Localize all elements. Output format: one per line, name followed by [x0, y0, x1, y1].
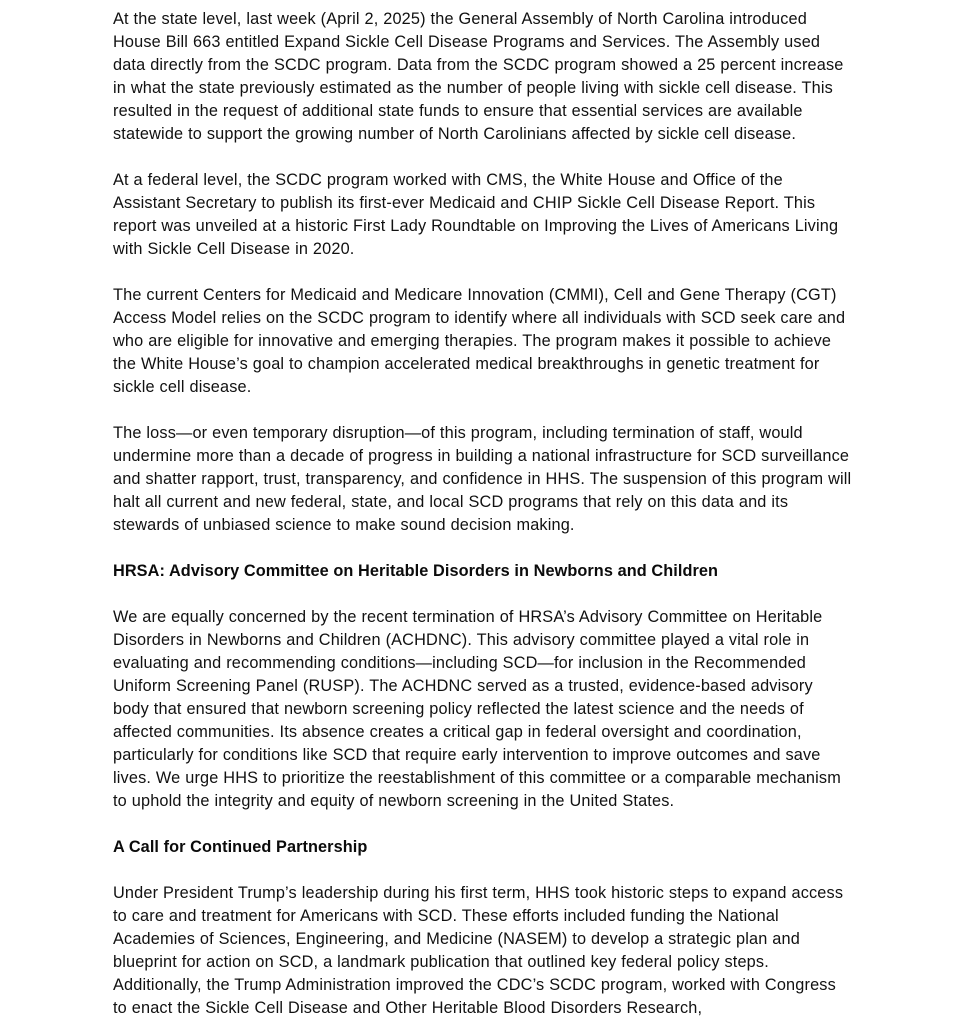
- paragraph-cmmi-cgt: The current Centers for Medicaid and Medicare Innovation (CMMI), Cell and Gene Therapy (CGT) Access Model relies on the SCDC program to identify where all individuals with SCD seek care and who are eligible for innovative and emerging therapies. The program makes it possible to achieve the White House’s goal to champion accelerated medical breakthroughs in genetic treatment for sickle cell disease.: [113, 286, 846, 396]
- paragraph-achdnc: We are equally concerned by the recent termination of HRSA’s Advisory Committee on Heritable Disorders in Newborns and Children (ACHDNC). This advisory committee played a vital role in evaluating and recommending conditions—including SCD—for inclusion in the Recommended Uniform Screening Panel (RUSP). The ACHDNC served as a trusted, evidence-based advisory body that ensured that newborn screening policy reflected the latest science and the needs of affected communities. Its absence creates a critical gap in federal oversight and coordination, particularly for conditions like SCD that require early intervention to improve outcomes and save lives. We urge HHS to prioritize the reestablishment of this committee or a comparable mechanism to uphold the integrity and equity of newborn screening in the United States.: [113, 608, 841, 810]
- paragraph-federal-level: At a federal level, the SCDC program worked with CMS, the White House and Office of the Assistant Secretary to publish its first-ever Medicaid and CHIP Sickle Cell Disease Report. This report was unveiled at a historic First Lady Roundtable on Improving the Lives of Americans Living with Sickle Cell Disease in 2020.: [113, 171, 839, 258]
- paragraph-state-level: At the state level, last week (April 2, 2025) the General Assembly of North Carolina introduced House Bill 663 entitled Expand Sickle Cell Disease Programs and Services. The Assembly used data directly from the SCDC program. Data from the SCDC program showed a 25 percent increase in what the state previously estimated as the number of people living with sickle cell disease. This resulted in the request of additional state funds to ensure that essential services are available statewide to support the growing number of North Carolinians affected by sickle cell disease.: [113, 10, 844, 143]
- paragraph-loss-disruption: The loss—or even temporary disruption—of this program, including termination of staff, would undermine more than a decade of progress in building a national infrastructure for SCD surveillance and shatter rapport, trust, transparency, and confidence in HHS. The suspension of this program will halt all current and new federal, state, and local SCD programs that rely on this data and its stewards of unbiased science to make sound decision making.: [113, 424, 852, 534]
- heading-call-for-continued-partnership: A Call for Continued Partnership: [113, 838, 368, 856]
- heading-hrsa-advisory-committee: HRSA: Advisory Committee on Heritable Disorders in Newborns and Children: [113, 562, 719, 580]
- document-body: [113, 8, 852, 1020]
- paragraph-trump-leadership: Under President Trump’s leadership during his first term, HHS took historic steps to expand access to care and treatment for Americans with SCD. These efforts included funding the National Academies of Sciences, Engineering, and Medicine (NASEM) to develop a strategic plan and blueprint for action on SCD, a landmark publication that outlined key federal policy steps. Additionally, the Trump Administration improved the CDC’s SCDC program, worked with Congress to enact the Sickle Cell Disease and Other Heritable Blood Disorders Research,: [113, 884, 844, 1017]
